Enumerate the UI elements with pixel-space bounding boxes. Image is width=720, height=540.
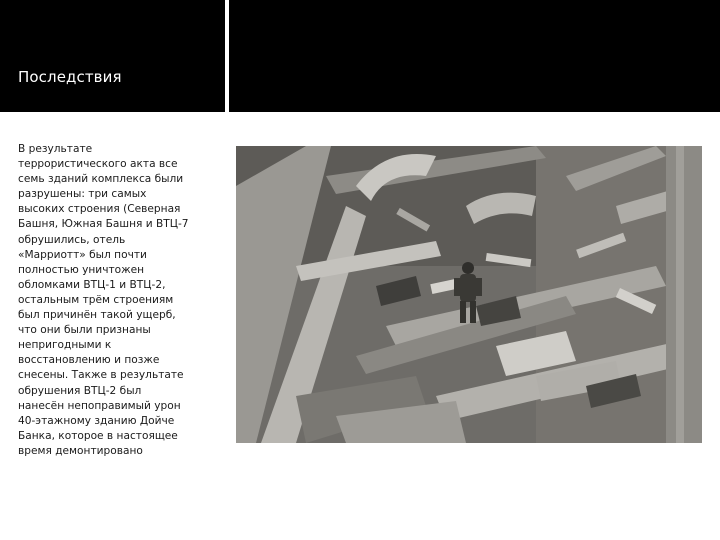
rubble-photo (236, 146, 702, 443)
title-bar (0, 0, 225, 112)
slide-title: Последствия (18, 68, 122, 86)
header-bar-right (229, 0, 720, 112)
slide-body-text: В результате террористического акта все семь зданий комплекса были разрушены: три самых высоких строения (Северная Башня, Южная Башня и ВТЦ-7 обрушились, отель «Марриотт» был почти полностью уничтожен обломками ВТЦ-1 и ВТЦ-2, остальным трём строениям был причинён такой ущерб, что они были признаны непригодными к восстановлению и позже снесены. Также в результате обрушения ВТЦ-2 был нанесён непоправимый урон 40-этажному зданию Дойче Банка, которое в настоящее время демонтировано (18, 143, 189, 457)
